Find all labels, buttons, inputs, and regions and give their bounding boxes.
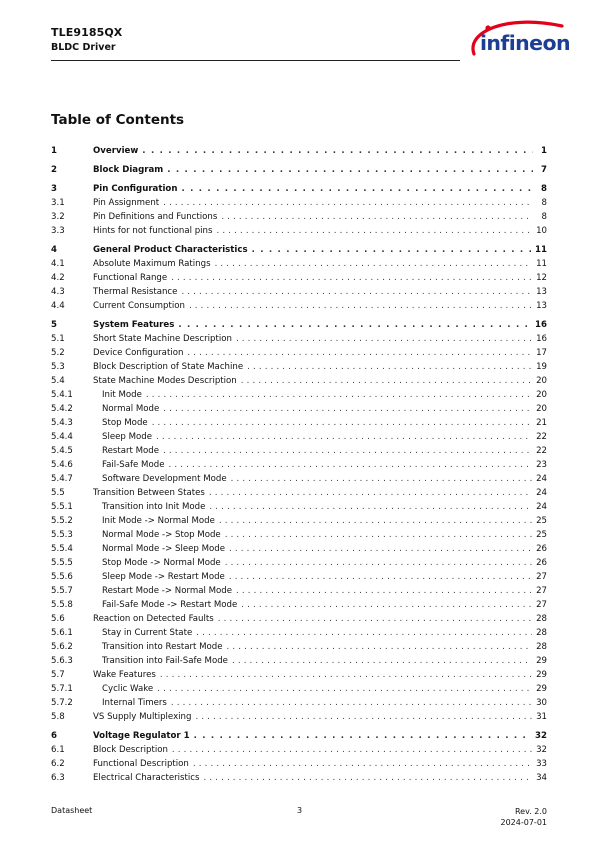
- toc-entry-number: 5.6.1: [51, 628, 73, 638]
- toc-entry-number: 5.5.2: [51, 516, 73, 526]
- toc-dot-leader: [178, 318, 531, 332]
- toc-entry-number: 3.1: [51, 198, 65, 208]
- toc-entry-title[interactable]: Transition into Restart Mode: [102, 642, 223, 652]
- toc-entry-title[interactable]: Transition into Fail-Safe Mode: [102, 656, 228, 666]
- toc-dot-leader: [157, 682, 532, 696]
- toc-entry-page[interactable]: 19: [536, 362, 547, 372]
- toc-entry-title[interactable]: Sleep Mode -> Restart Mode: [102, 572, 225, 582]
- toc-entry-page[interactable]: 1: [541, 146, 547, 156]
- toc-entry-title[interactable]: Fail-Safe Mode -> Restart Mode: [102, 600, 238, 610]
- toc-entry[interactable]: [51, 458, 547, 472]
- toc-entry-page[interactable]: 11: [535, 245, 547, 255]
- toc-entry-title[interactable]: Block Description of State Machine: [93, 362, 244, 372]
- toc-entry[interactable]: [51, 388, 547, 402]
- toc-entry-title[interactable]: Normal Mode -> Sleep Mode: [102, 544, 226, 554]
- toc-entry-title[interactable]: Fail-Safe Mode: [102, 460, 165, 470]
- toc-dot-leader: [196, 626, 532, 640]
- toc-entry-body: [93, 346, 547, 360]
- toc-entry-body: [93, 743, 547, 757]
- toc-entry-page[interactable]: 27: [536, 600, 547, 610]
- toc-entry-number: 6.1: [51, 745, 65, 755]
- toc-entry[interactable]: [51, 285, 547, 299]
- toc-entry-page[interactable]: 24: [536, 474, 547, 484]
- toc-entry-title[interactable]: Functional Description: [93, 759, 189, 769]
- toc-entry-page[interactable]: 7: [541, 165, 547, 175]
- toc-entry-body: [93, 668, 547, 682]
- toc-entry-page[interactable]: 29: [536, 656, 547, 666]
- toc-entry-page[interactable]: 27: [536, 586, 547, 596]
- toc-dot-leader: [187, 346, 532, 360]
- toc-entry-title[interactable]: Init Mode -> Normal Mode: [102, 516, 215, 526]
- toc-entry[interactable]: [51, 299, 547, 313]
- toc-entry-number: 5.4: [51, 376, 65, 386]
- logo-text: infineon: [480, 31, 570, 55]
- toc-entry-number: 5.6: [51, 614, 65, 624]
- toc-entry[interactable]: [51, 416, 547, 430]
- toc-entry-page[interactable]: 13: [536, 287, 547, 297]
- toc-entry[interactable]: [51, 757, 547, 771]
- toc-entry-title[interactable]: Stop Mode: [102, 418, 148, 428]
- toc-entry-page[interactable]: 28: [536, 614, 547, 624]
- toc-entry-title[interactable]: Stop Mode -> Normal Mode: [102, 558, 221, 568]
- toc-entry-body: [102, 458, 547, 472]
- toc-dot-leader: [221, 210, 533, 224]
- toc-entry-title[interactable]: Transition into Init Mode: [102, 502, 206, 512]
- toc-entry-body: [102, 528, 547, 542]
- toc-entry[interactable]: [51, 332, 547, 346]
- footer-revision-block: [501, 806, 548, 828]
- toc-entry-body: [93, 210, 547, 224]
- toc-dot-leader: [236, 332, 532, 346]
- document-title: TLE9185QX: [51, 26, 123, 39]
- toc-entry-number: 5.2: [51, 348, 65, 358]
- toc-entry-title[interactable]: Sleep Mode: [102, 432, 153, 442]
- toc-entry-number: 5.7.1: [51, 684, 73, 694]
- toc-entry[interactable]: [51, 771, 547, 785]
- toc-entry-page[interactable]: 16: [535, 320, 547, 330]
- toc-entry-number: 5.4.6: [51, 460, 73, 470]
- toc-entry-page[interactable]: 34: [536, 773, 547, 783]
- toc-entry-body: [93, 374, 547, 388]
- toc-entry-body: [93, 182, 547, 196]
- toc-entry-body: [93, 224, 547, 238]
- toc-entry-page[interactable]: 10: [536, 226, 547, 236]
- toc-entry-page[interactable]: 29: [536, 684, 547, 694]
- toc-entry[interactable]: [51, 163, 547, 177]
- toc-entry[interactable]: [51, 570, 547, 584]
- footer-revision: Rev. 2.0: [514, 807, 547, 816]
- toc-entry-number: 5.5.3: [51, 530, 73, 540]
- toc-entry-page[interactable]: 26: [536, 558, 547, 568]
- toc-entry-number: 5.4.4: [51, 432, 73, 442]
- toc-dot-leader: [236, 584, 532, 598]
- toc-entry-number: 5.5.6: [51, 572, 73, 582]
- toc-entry-page[interactable]: 24: [536, 502, 547, 512]
- toc-entry-number: 6.2: [51, 759, 65, 769]
- toc-entry-number: 3: [51, 184, 57, 194]
- toc-entry-body: [93, 196, 547, 210]
- toc-entry-title[interactable]: Reaction on Detected Faults: [93, 614, 214, 624]
- toc-dot-leader: [156, 430, 532, 444]
- toc-entry-number: 5.6.2: [51, 642, 73, 652]
- toc-entry-page[interactable]: 22: [536, 432, 547, 442]
- toc-entry[interactable]: [51, 486, 547, 500]
- page-header: [51, 24, 460, 61]
- toc-entry[interactable]: [51, 556, 547, 570]
- toc-entry-title[interactable]: Functional Range: [93, 273, 168, 283]
- toc-entry[interactable]: [51, 346, 547, 360]
- toc-entry-number: 4.1: [51, 259, 65, 269]
- toc-entry[interactable]: [51, 640, 547, 654]
- toc-dot-leader: [209, 486, 532, 500]
- toc-entry-body: [93, 271, 547, 285]
- toc-entry-body: [102, 640, 547, 654]
- toc-entry[interactable]: [51, 500, 547, 514]
- footer-doc-type: Datasheet: [51, 806, 93, 815]
- toc-entry-page[interactable]: 27: [536, 572, 547, 582]
- toc-entry-body: [102, 472, 547, 486]
- toc-entry-body: [102, 444, 547, 458]
- toc-entry-page[interactable]: 8: [541, 184, 547, 194]
- toc-dot-leader: [229, 542, 532, 556]
- toc-entry[interactable]: [51, 696, 547, 710]
- toc-entry-body: [93, 257, 547, 271]
- toc-dot-leader: [172, 743, 532, 757]
- toc-entry-number: 5.1: [51, 334, 65, 344]
- toc-entry-number: 4.3: [51, 287, 65, 297]
- toc-entry-title[interactable]: Init Mode: [102, 390, 142, 400]
- toc-entry[interactable]: [51, 257, 547, 271]
- toc-entry[interactable]: [51, 598, 547, 612]
- toc-entry-title[interactable]: Cyclic Wake: [102, 684, 154, 694]
- toc-entry-page[interactable]: 22: [536, 446, 547, 456]
- toc-dot-leader: [171, 271, 532, 285]
- toc-entry-title[interactable]: Internal Timers: [102, 698, 167, 708]
- toc-entry-page[interactable]: 24: [536, 488, 547, 498]
- toc-dot-leader: [163, 196, 533, 210]
- toc-entry-number: 5.5.5: [51, 558, 73, 568]
- footer-date: 2024-07-01: [500, 818, 547, 827]
- toc-entry-number: 4.2: [51, 273, 65, 283]
- toc-entry-number: 5.5.7: [51, 586, 73, 596]
- toc-entry-body: [93, 360, 547, 374]
- toc-entry-page[interactable]: 20: [536, 404, 547, 414]
- toc-entry-body: [102, 654, 547, 668]
- toc-entry-title[interactable]: Pin Configuration: [93, 184, 178, 194]
- toc-entry-body: [93, 285, 547, 299]
- toc-entry-title[interactable]: Restart Mode -> Normal Mode: [102, 586, 233, 596]
- toc-dot-leader: [219, 514, 532, 528]
- toc-entry[interactable]: [51, 528, 547, 542]
- toc-entry[interactable]: [51, 360, 547, 374]
- toc-entry-body: [93, 757, 547, 771]
- toc-dot-leader: [241, 598, 532, 612]
- toc-entry-body: [93, 710, 547, 724]
- toc-entry-number: 5.7.2: [51, 698, 73, 708]
- toc-entry[interactable]: [51, 402, 547, 416]
- toc-entry-page[interactable]: 8: [541, 198, 547, 208]
- toc-entry[interactable]: [51, 584, 547, 598]
- toc-entry[interactable]: [51, 612, 547, 626]
- toc-entry-title[interactable]: Normal Mode: [102, 404, 160, 414]
- toc-entry[interactable]: [51, 729, 547, 743]
- toc-entry-page[interactable]: 21: [536, 418, 547, 428]
- toc-entry-number: 5.6.3: [51, 656, 73, 666]
- toc-dot-leader: [160, 668, 532, 682]
- toc-entry-body: [93, 318, 547, 332]
- toc-entry-title[interactable]: Current Consumption: [93, 301, 185, 311]
- toc-entry[interactable]: [51, 224, 547, 238]
- toc-entry[interactable]: [51, 444, 547, 458]
- toc-entry[interactable]: [51, 196, 547, 210]
- toc-entry-page[interactable]: 30: [536, 698, 547, 708]
- toc-entry-body: [102, 598, 547, 612]
- toc-entry-body: [102, 514, 547, 528]
- toc-entry-number: 5.7: [51, 670, 65, 680]
- toc-entry-page[interactable]: 20: [536, 376, 547, 386]
- toc-entry-page[interactable]: 17: [536, 348, 547, 358]
- toc-entry-title[interactable]: Transition Between States: [93, 488, 205, 498]
- toc-entry-body: [93, 771, 547, 785]
- toc-entry-page[interactable]: 33: [536, 759, 547, 769]
- toc-entry-body: [93, 729, 547, 743]
- toc-entry-title[interactable]: Absolute Maximum Ratings: [93, 259, 211, 269]
- toc-dot-leader: [195, 710, 532, 724]
- toc-entry-number: 5.4.3: [51, 418, 73, 428]
- toc-entry-page[interactable]: 31: [536, 712, 547, 722]
- toc-dot-leader: [231, 472, 532, 486]
- toc-entry[interactable]: [51, 210, 547, 224]
- toc-entry-body: [93, 486, 547, 500]
- toc-dot-leader: [215, 257, 533, 271]
- toc-entry-number: 4: [51, 245, 57, 255]
- toc-dot-leader: [227, 640, 533, 654]
- toc-entry-title[interactable]: Normal Mode -> Stop Mode: [102, 530, 221, 540]
- toc-dot-leader: [167, 163, 533, 177]
- toc-entry-title[interactable]: Short State Machine Description: [93, 334, 232, 344]
- toc-entry-title[interactable]: State Machine Modes Description: [93, 376, 237, 386]
- toc-entry-number: 5.5: [51, 488, 65, 498]
- toc-entry-number: 5.5.8: [51, 600, 73, 610]
- toc-entry-title[interactable]: Restart Mode: [102, 446, 160, 456]
- toc-entry-title[interactable]: Thermal Resistance: [93, 287, 178, 297]
- toc-entry-body: [93, 163, 547, 177]
- toc-dot-leader: [181, 285, 532, 299]
- toc-entry-number: 3.3: [51, 226, 65, 236]
- toc-entry[interactable]: [51, 182, 547, 196]
- toc-entry-body: [102, 696, 547, 710]
- toc-entry-page[interactable]: 8: [541, 212, 547, 222]
- toc-dot-leader: [152, 416, 532, 430]
- toc-entry-title[interactable]: Pin Definitions and Functions: [93, 212, 218, 222]
- toc-entry-number: 5: [51, 320, 57, 330]
- toc-dot-leader: [247, 360, 532, 374]
- toc-entry-page[interactable]: 32: [535, 731, 547, 741]
- toc-entry-number: 5.4.1: [51, 390, 73, 400]
- toc-entry-title[interactable]: Block Diagram: [93, 165, 164, 175]
- toc-entry[interactable]: [51, 144, 547, 158]
- toc-entry[interactable]: [51, 514, 547, 528]
- toc-entry-page[interactable]: 12: [536, 273, 547, 283]
- toc-entry-title[interactable]: Stay in Current State: [102, 628, 193, 638]
- toc-entry-title[interactable]: VS Supply Multiplexing: [93, 712, 192, 722]
- toc-entry-title[interactable]: General Product Characteristics: [93, 245, 248, 255]
- toc-entry-number: 5.4.5: [51, 446, 73, 456]
- toc-entry-body: [102, 584, 547, 598]
- toc-entry[interactable]: [51, 430, 547, 444]
- toc-entry-body: [102, 556, 547, 570]
- toc-dot-leader: [189, 299, 532, 313]
- toc-entry-body: [102, 682, 547, 696]
- toc-entry-page[interactable]: 26: [536, 544, 547, 554]
- toc-dot-leader: [168, 458, 532, 472]
- toc-dot-leader: [146, 388, 532, 402]
- toc-entry-number: 5.4.2: [51, 404, 73, 414]
- toc-entry-title[interactable]: System Features: [93, 320, 175, 330]
- toc-dot-leader: [209, 500, 532, 514]
- toc-dot-leader: [241, 374, 532, 388]
- toc-entry-title[interactable]: Electrical Characteristics: [93, 773, 200, 783]
- toc-entry-number: 5.5.1: [51, 502, 73, 512]
- toc-entry-number: 2: [51, 165, 57, 175]
- toc-entry[interactable]: [51, 682, 547, 696]
- toc-entry-title[interactable]: Wake Features: [93, 670, 156, 680]
- toc-entry[interactable]: [51, 668, 547, 682]
- toc-dot-leader: [163, 444, 532, 458]
- infineon-logo: [466, 14, 576, 62]
- toc-entry[interactable]: [51, 654, 547, 668]
- toc-entry-page[interactable]: 20: [536, 390, 547, 400]
- toc-entry-number: 6: [51, 731, 57, 741]
- toc-entry-number: 5.8: [51, 712, 65, 722]
- toc-entry[interactable]: [51, 626, 547, 640]
- toc-entry-title[interactable]: Hints for not functional pins: [93, 226, 213, 236]
- toc-entry-body: [93, 144, 547, 158]
- toc-entry-body: [93, 299, 547, 313]
- toc-entry[interactable]: [51, 710, 547, 724]
- toc-entry-number: 4.4: [51, 301, 65, 311]
- toc-dot-leader: [142, 144, 533, 158]
- toc-entry-number: 5.4.7: [51, 474, 73, 484]
- toc-entry-page[interactable]: 23: [536, 460, 547, 470]
- toc-entry-number: 5.3: [51, 362, 65, 372]
- toc-entry-title[interactable]: Block Description: [93, 745, 168, 755]
- toc-entry-page[interactable]: 25: [536, 516, 547, 526]
- toc-entry-page[interactable]: 25: [536, 530, 547, 540]
- toc-dot-leader: [225, 556, 532, 570]
- toc-entry-title[interactable]: Voltage Regulator 1: [93, 731, 190, 741]
- table-of-contents: [51, 144, 547, 785]
- toc-dot-leader: [225, 528, 532, 542]
- toc-entry-number: 5.5.4: [51, 544, 73, 554]
- toc-entry[interactable]: [51, 542, 547, 556]
- toc-dot-leader: [194, 729, 531, 743]
- toc-entry-body: [102, 570, 547, 584]
- toc-entry-page[interactable]: 16: [536, 334, 547, 344]
- toc-entry-body: [93, 332, 547, 346]
- toc-entry-body: [102, 402, 547, 416]
- toc-entry-page[interactable]: 28: [536, 642, 547, 652]
- toc-dot-leader: [193, 757, 532, 771]
- toc-heading: Table of Contents: [51, 112, 185, 128]
- toc-entry-page[interactable]: 11: [536, 259, 547, 269]
- logo-dot: [485, 25, 490, 30]
- toc-entry-page[interactable]: 32: [536, 745, 547, 755]
- toc-entry[interactable]: [51, 374, 547, 388]
- document-subtitle: BLDC Driver: [51, 42, 116, 53]
- toc-entry-title[interactable]: Device Configuration: [93, 348, 184, 358]
- toc-entry[interactable]: [51, 318, 547, 332]
- toc-entry-body: [102, 416, 547, 430]
- toc-entry-title[interactable]: Pin Assignment: [93, 198, 160, 208]
- toc-dot-leader: [218, 612, 532, 626]
- toc-entry[interactable]: [51, 472, 547, 486]
- toc-entry-body: [102, 430, 547, 444]
- toc-dot-leader: [181, 182, 533, 196]
- toc-entry-body: [93, 612, 547, 626]
- toc-entry-number: 1: [51, 146, 57, 156]
- footer-page-number: 3: [297, 806, 303, 815]
- toc-dot-leader: [229, 570, 532, 584]
- toc-entry-title[interactable]: Overview: [93, 146, 139, 156]
- toc-dot-leader: [252, 243, 531, 257]
- toc-dot-leader: [217, 224, 533, 238]
- toc-entry[interactable]: [51, 743, 547, 757]
- toc-dot-leader: [171, 696, 532, 710]
- toc-entry-number: 6.3: [51, 773, 65, 783]
- toc-entry-body: [93, 243, 547, 257]
- toc-dot-leader: [232, 654, 532, 668]
- toc-entry-body: [102, 500, 547, 514]
- toc-dot-leader: [203, 771, 532, 785]
- toc-entry-body: [102, 542, 547, 556]
- toc-entry-page[interactable]: 13: [536, 301, 547, 311]
- toc-entry-body: [102, 388, 547, 402]
- toc-entry-page[interactable]: 29: [536, 670, 547, 680]
- toc-entry-page[interactable]: 28: [536, 628, 547, 638]
- toc-entry-body: [102, 626, 547, 640]
- toc-entry-number: 3.2: [51, 212, 65, 222]
- toc-entry-title[interactable]: Software Development Mode: [102, 474, 227, 484]
- toc-entry[interactable]: [51, 243, 547, 257]
- toc-entry[interactable]: [51, 271, 547, 285]
- toc-dot-leader: [163, 402, 532, 416]
